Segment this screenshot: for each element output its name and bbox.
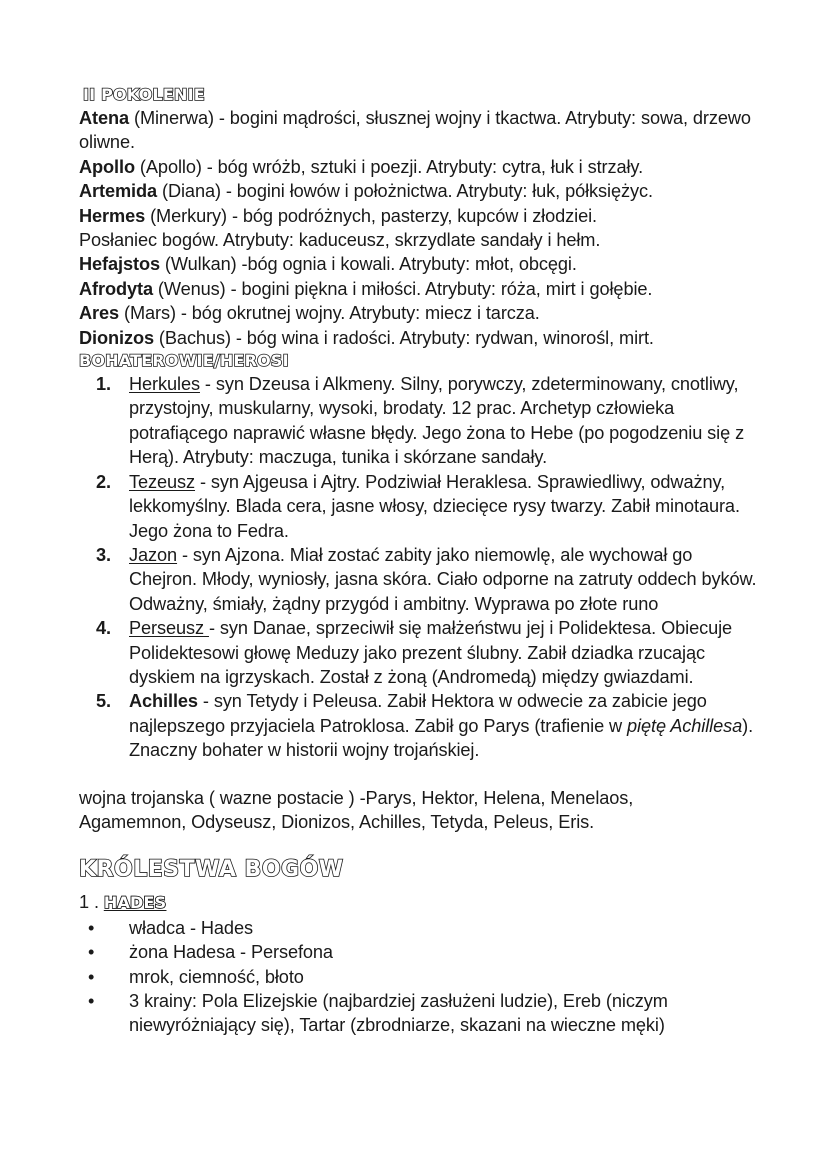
bullet-icon: • <box>88 966 95 987</box>
list-number: 1. <box>96 374 111 395</box>
list-item-text: 3 krainy: Pola Elizejskie (najbardziej zasłużeni ludzie), Ereb (niczym niewyróżniający się), Tartar (zbrodniarze, skazani na wieczne męki) <box>129 991 668 1036</box>
list-item-text: władca - Hades <box>129 917 253 938</box>
bullet-icon: • <box>88 991 95 1011</box>
god-name: Apollo <box>79 156 135 177</box>
god-entry-dionizos <box>79 326 779 350</box>
god-name: Afrodyta <box>79 278 153 299</box>
hades-points-list <box>79 916 779 1038</box>
god-description: (Wulkan) -bóg ognia i kowali. Atrybuty: młot, obcęgi. <box>159 254 577 275</box>
trojan-war-note: wojna trojanska ( wazne postacie ) -Parys, Hektor, Helena, Menelaos, Agamemnon, Odyseusz, Dionizos, Achilles, Tetyda, Peleus, Eris. <box>79 787 634 832</box>
god-name: Hefajstos <box>79 254 160 275</box>
list-item <box>79 916 779 940</box>
heroes-list <box>79 372 779 763</box>
god-entry-apollo <box>79 155 779 179</box>
list-number: 5. <box>96 691 111 712</box>
hero-description-italic: piętę Achillesa <box>627 715 743 736</box>
list-item-text: mrok, ciemność, błoto <box>129 966 304 987</box>
god-name: Ares <box>79 303 120 324</box>
bullet-icon: • <box>88 917 95 938</box>
god-entry-artemida <box>79 179 779 203</box>
god-name: Hermes <box>79 205 146 226</box>
god-entry-atena <box>79 106 779 155</box>
god-description: (Bachus) - bóg wina i radości. Atrybuty: rydwan, winorośl, mirt. <box>153 327 654 348</box>
god-description: (Minerwa) - bogini mądrości, słusznej wojny i tkactwa. Atrybuty: sowa, drzewo oliwne. <box>79 108 751 153</box>
hero-description-end: ). Znaczny bohater w historii wojny trojańskiej. <box>129 715 754 761</box>
hero-description: - syn Ajgeusa i Ajtry. Podziwiał Heraklesa. Sprawiedliwy, odważny, lekkomyślny. Blada cera, jasne włosy, dziecięce rysy twarzy. Zabił minotaura. Jego żona to Fedra. <box>129 471 740 541</box>
list-item <box>79 965 779 989</box>
god-description: (Mars) - bóg okrutnej wojny. Atrybuty: miecz i tarcza. <box>119 303 540 324</box>
hero-name: Perseusz <box>129 618 209 639</box>
hero-entry-herkules <box>79 372 759 470</box>
kingdom-name: HADES <box>103 893 167 913</box>
hero-entry-perseusz <box>79 616 759 689</box>
hero-name: Herkules <box>129 374 200 395</box>
list-number: 3. <box>96 544 111 565</box>
god-description: (Wenus) - bogini piękna i miłości. Atrybuty: róża, mirt i gołębie. <box>152 278 653 299</box>
hero-description: - syn Danae, sprzeciwił się małżeństwu jej i Polidektesa. Obiecuje Polidektesowi głowę Meduzy jako prezent ślubny. Zabił dziadka rzucając dyskiem na igrzyskach. Został z żoną (Andromedą) między gwiazdami. <box>129 618 733 687</box>
kingdom-number: 1 . <box>79 892 104 913</box>
god-entry-ares <box>79 301 779 325</box>
list-item-text: żona Hadesa - Persefona <box>129 942 333 963</box>
god-description: (Merkury) - bóg podróżnych, pasterzy, kupców i złodziei. Posłaniec bogów. Atrybuty: kaduceusz, skrzydlate sandały i hełm. <box>79 205 601 251</box>
list-number: 4. <box>96 618 111 639</box>
god-name: Atena <box>79 108 130 128</box>
god-description: (Diana) - bogini łowów i położnictwa. Atrybuty: łuk, półksiężyc. <box>157 181 653 202</box>
document-page <box>79 84 779 1038</box>
hero-description: - syn Dzeusa i Alkmeny. Silny, porywczy, zdeterminowany, cnotliwy, przystojny, muskularny, wysoki, brodaty. 12 prac. Archetyp człowieka potrafiącego naprawić własne błędy. Jego żona to Hebe (po pogodzeniu się z Herą). Atrybuty: maczuga, tunika i skórzane sandały. <box>129 374 745 468</box>
hero-entry-achilles <box>79 689 759 762</box>
list-item <box>79 940 779 964</box>
hero-name: Jazon <box>129 544 178 565</box>
hero-entry-jazon <box>79 543 759 616</box>
section-heading-kingdoms: KRÓLESTWA BOGÓW <box>79 857 344 883</box>
bullet-icon: • <box>88 942 95 963</box>
hero-description: - syn Tetydy i Peleusa. Zabił Hektora w odwecie za zabicie jego najlepszego przyjaciela Patroklosa. Zabił go Parys (trafienie w <box>129 691 707 736</box>
god-entry-hermes <box>79 204 679 253</box>
kingdom-hades <box>79 890 779 915</box>
list-number: 2. <box>96 471 111 492</box>
section-heading-heroes: BOHATEROWIE/HEROSI <box>79 351 289 371</box>
hero-entry-tezeusz <box>79 470 749 543</box>
god-name: Artemida <box>79 181 158 202</box>
hero-name: Tezeusz <box>129 471 196 492</box>
list-item <box>79 989 779 1038</box>
god-entry-hefajstos <box>79 252 779 276</box>
gods-list <box>79 106 779 350</box>
god-name: Dionizos <box>79 327 154 348</box>
hero-description: - syn Ajzona. Miał zostać zabity jako niemowlę, ale wychował go Chejron. Młody, wyniosły, jasna skóra. Ciało odporne na zatruty oddech byków. Odważny, śmiały, żądny przygód i ambitny. Wyprawa po złote runo <box>129 544 757 614</box>
god-description: (Apollo) - bóg wróżb, sztuki i poezji. Atrybuty: cytra, łuk i strzały. <box>134 156 644 177</box>
god-entry-afrodyta <box>79 277 779 301</box>
hero-name: Achilles <box>129 691 198 712</box>
section-heading-second-generation: II POKOLENIE <box>83 85 205 104</box>
